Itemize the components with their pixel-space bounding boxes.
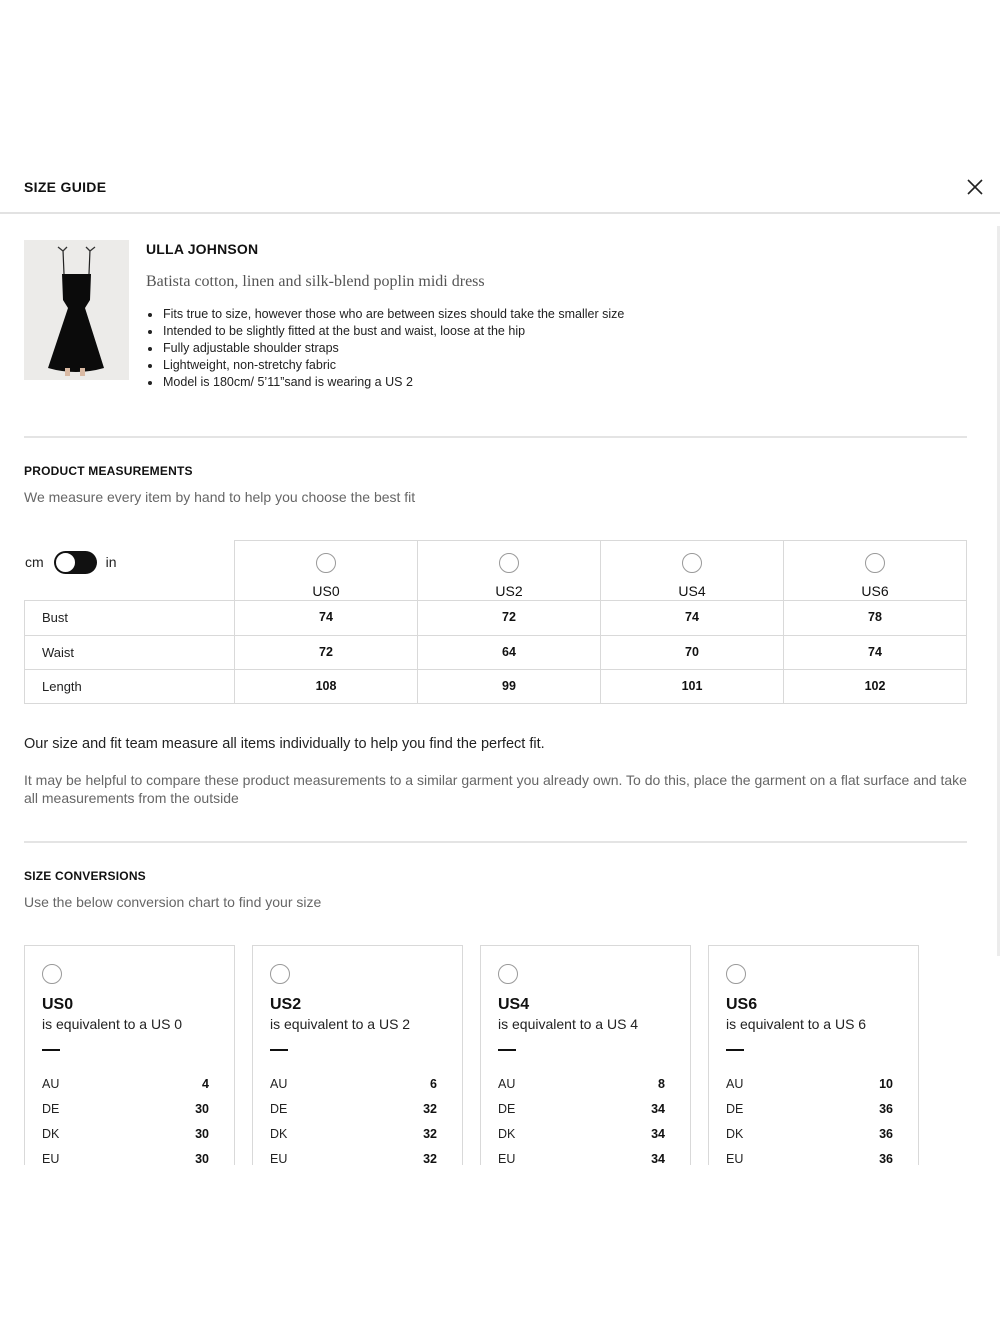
region-label: DK xyxy=(42,1127,60,1141)
size-column-us6[interactable] xyxy=(784,541,966,602)
region-value: 8 xyxy=(658,1077,665,1091)
region-value: 32 xyxy=(423,1102,437,1116)
measurements-title: PRODUCT MEASUREMENTS xyxy=(24,464,193,478)
conversion-row xyxy=(726,1152,893,1165)
region-label: EU xyxy=(726,1152,744,1165)
size-radio[interactable] xyxy=(498,964,518,984)
conversion-row xyxy=(42,1077,209,1097)
divider xyxy=(24,436,967,438)
conversion-row xyxy=(270,1152,437,1165)
toggle-knob xyxy=(55,552,76,573)
card-size: US6 xyxy=(726,996,758,1013)
unit-label-cm: cm xyxy=(25,554,44,570)
measurements-subtitle: We measure every item by hand to help you choose the best fit xyxy=(24,489,416,505)
dash-divider xyxy=(270,1049,288,1051)
conversion-row xyxy=(498,1152,665,1165)
size-column-us0[interactable] xyxy=(235,541,418,602)
conversion-card-us6[interactable] xyxy=(708,945,919,1165)
table-cell: 99 xyxy=(418,670,601,703)
unit-switch[interactable] xyxy=(54,551,97,574)
row-label: Bust xyxy=(25,601,235,635)
conversion-cards xyxy=(24,945,984,1165)
table-row xyxy=(25,601,966,635)
conversion-card-us2[interactable] xyxy=(252,945,463,1165)
region-label: AU xyxy=(726,1077,744,1091)
list-item: Lightweight, non-stretchy fabric xyxy=(163,357,624,374)
card-size: US4 xyxy=(498,996,530,1013)
region-label: EU xyxy=(498,1152,516,1165)
size-column-us4[interactable] xyxy=(601,541,784,602)
region-value: 34 xyxy=(651,1127,665,1141)
size-header-row xyxy=(234,540,967,602)
conversion-row xyxy=(270,1102,437,1122)
conversion-row xyxy=(726,1102,893,1122)
dash-divider xyxy=(726,1049,744,1051)
conversion-row xyxy=(726,1077,893,1097)
table-row xyxy=(25,635,966,669)
table-cell: 72 xyxy=(235,636,418,669)
conversion-row xyxy=(42,1127,209,1147)
card-equivalent: is equivalent to a US 6 xyxy=(726,1016,867,1032)
measurement-rows xyxy=(24,600,967,704)
region-value: 36 xyxy=(879,1127,893,1141)
conversion-row xyxy=(42,1102,209,1122)
table-cell: 72 xyxy=(418,601,601,635)
card-equivalent: is equivalent to a US 2 xyxy=(270,1016,411,1032)
conversion-card-us4[interactable] xyxy=(480,945,691,1165)
list-item: Fully adjustable shoulder straps xyxy=(163,340,624,357)
dash-divider xyxy=(42,1049,60,1051)
region-label: DE xyxy=(270,1102,288,1116)
card-equivalent: is equivalent to a US 0 xyxy=(42,1016,183,1032)
modal-header xyxy=(0,160,1000,214)
product-name: Batista cotton, linen and silk-blend poplin midi dress xyxy=(146,273,485,290)
list-item: Model is 180cm/ 5’11”sand is wearing a US 2 xyxy=(163,374,624,391)
size-radio[interactable] xyxy=(726,964,746,984)
list-item: Fits true to size, however those who are between sizes should take the smaller size xyxy=(163,307,625,321)
size-label: US4 xyxy=(678,583,706,599)
close-button[interactable] xyxy=(962,177,988,197)
divider xyxy=(24,841,967,843)
region-value: 30 xyxy=(195,1127,209,1141)
row-label: Length xyxy=(25,670,235,703)
card-equivalent: is equivalent to a US 4 xyxy=(498,1016,639,1032)
unit-label-in: in xyxy=(105,554,117,570)
region-value: 36 xyxy=(879,1102,893,1116)
region-value: 30 xyxy=(195,1102,209,1116)
conversions-subtitle: Use the below conversion chart to find your size xyxy=(24,894,322,910)
table-cell: 70 xyxy=(601,636,784,669)
region-value: 36 xyxy=(879,1152,893,1165)
size-radio[interactable] xyxy=(499,553,519,573)
size-radio[interactable] xyxy=(682,553,702,573)
table-row xyxy=(25,669,966,703)
card-size: US0 xyxy=(42,996,74,1013)
product-brand: ULLA JOHNSON xyxy=(146,241,259,257)
region-label: AU xyxy=(270,1077,288,1091)
conversion-row xyxy=(498,1102,665,1122)
size-radio[interactable] xyxy=(865,553,885,573)
region-label: DK xyxy=(726,1127,744,1141)
region-value: 32 xyxy=(423,1127,437,1141)
table-cell: 102 xyxy=(864,679,886,693)
region-label: DE xyxy=(498,1102,516,1116)
fit-help-text: It may be helpful to compare these product measurements to a similar garment you already own. To do this, place the garment on a flat surface and take all measurements from the outside xyxy=(24,772,967,806)
conversion-card-us0[interactable] xyxy=(24,945,235,1165)
table-cell: 74 xyxy=(235,601,418,635)
size-label: US6 xyxy=(861,583,889,599)
product-details-list xyxy=(163,306,624,391)
conversion-row xyxy=(42,1152,209,1165)
region-label: DK xyxy=(270,1127,288,1141)
dash-divider xyxy=(498,1049,516,1051)
region-label: EU xyxy=(270,1152,288,1165)
unit-toggle xyxy=(25,550,117,574)
region-value: 4 xyxy=(202,1077,209,1091)
region-label: EU xyxy=(42,1152,60,1165)
region-value: 6 xyxy=(430,1077,437,1091)
region-label: AU xyxy=(498,1077,516,1091)
region-value: 34 xyxy=(651,1152,665,1165)
table-cell: 101 xyxy=(601,670,784,703)
region-label: DE xyxy=(726,1102,744,1116)
region-label: DE xyxy=(42,1102,60,1116)
table-cell: 64 xyxy=(418,636,601,669)
conversions-title: SIZE CONVERSIONS xyxy=(24,869,146,883)
size-guide-modal xyxy=(0,160,1000,1165)
table-cell: 74 xyxy=(868,645,882,659)
table-cell: 74 xyxy=(601,601,784,635)
list-item: Intended to be slightly fitted at the bust and waist, loose at the hip xyxy=(163,323,624,340)
modal-title: SIZE GUIDE xyxy=(24,179,107,195)
conversion-row xyxy=(498,1127,665,1147)
conversion-row xyxy=(498,1077,665,1097)
card-size: US2 xyxy=(270,996,302,1013)
product-image xyxy=(24,240,129,380)
table-cell: 78 xyxy=(868,610,882,624)
close-icon xyxy=(962,177,988,197)
conversion-row xyxy=(726,1127,893,1147)
region-label: DK xyxy=(498,1127,516,1141)
size-label: US2 xyxy=(495,583,523,599)
table-cell: 108 xyxy=(235,670,418,703)
region-value: 34 xyxy=(651,1102,665,1116)
size-label: US0 xyxy=(312,583,340,599)
region-value: 10 xyxy=(879,1077,893,1091)
size-radio[interactable] xyxy=(270,964,290,984)
region-value: 30 xyxy=(195,1152,209,1165)
size-radio[interactable] xyxy=(42,964,62,984)
row-label: Waist xyxy=(25,636,235,669)
conversion-row xyxy=(270,1077,437,1097)
size-column-us2[interactable] xyxy=(418,541,601,602)
conversion-row xyxy=(270,1127,437,1147)
fit-note: Our size and fit team measure all items individually to help you find the perfect fit. xyxy=(24,736,545,752)
region-value: 32 xyxy=(423,1152,437,1165)
region-label: AU xyxy=(42,1077,60,1091)
size-radio[interactable] xyxy=(316,553,336,573)
